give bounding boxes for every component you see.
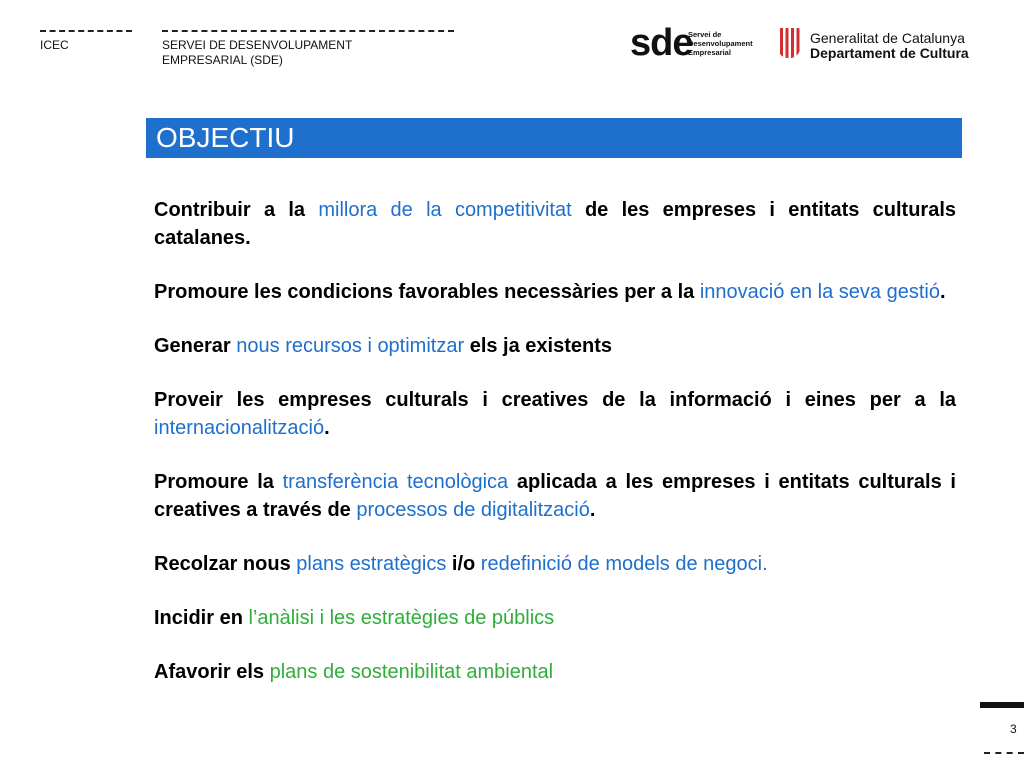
objective-item — [154, 386, 956, 442]
header-sde-label-line1: SERVEI DE DESENVOLUPAMENT — [162, 38, 353, 52]
header-sde-label — [162, 38, 352, 68]
objective-text-segment: aplicada a les empreses i entitats culturals i creatives a través de — [154, 471, 956, 521]
objective-text-segment: Recolzar nous — [154, 553, 297, 575]
objective-item — [154, 658, 956, 686]
objective-item — [154, 278, 956, 306]
objective-text-segment: internacionalització — [154, 417, 325, 439]
objective-text-segment: Proveir les empreses culturals i creatives de la informació i eines per a la — [154, 389, 956, 411]
objective-text-segment: processos de digitalització — [356, 499, 590, 521]
objective-text-segment: Promoure la — [154, 471, 283, 493]
objective-item — [154, 550, 956, 578]
footer-divider — [984, 752, 1024, 754]
senyera-icon — [778, 28, 800, 58]
sde-logo-word: sde — [630, 22, 693, 64]
sde-logo-subtitle-line2: Desenvolupament — [688, 39, 753, 48]
objective-text-segment: Generar — [154, 335, 237, 357]
header-icec-label: ICEC — [40, 38, 69, 52]
objective-text-segment: plans estratègics — [296, 553, 447, 575]
header-divider-center — [162, 30, 454, 32]
objective-text-segment: . — [324, 417, 330, 439]
objective-text-segment: innovació en la seva gestió — [699, 281, 940, 303]
objective-text-segment: nous recursos i optimitzar — [236, 335, 465, 357]
objective-text-segment: i/o — [446, 553, 481, 575]
generalitat-logo — [778, 28, 998, 62]
header-divider-left — [40, 30, 132, 32]
slide-title: OBJECTIU — [146, 118, 962, 158]
objectives-list — [154, 196, 956, 712]
objective-text-segment: l’anàlisi i les estratègies de públics — [248, 607, 555, 629]
objective-text-segment: els ja existents — [464, 335, 613, 357]
objective-text-segment: Contribuir a la — [154, 199, 319, 221]
senyera-icon-graphic — [778, 28, 800, 58]
objective-item — [154, 604, 956, 632]
page-number: 3 — [1010, 722, 1017, 736]
sde-logo-subtitle — [688, 30, 768, 57]
sde-logo-subtitle-line1: Servei de — [688, 30, 722, 39]
objective-item — [154, 468, 956, 524]
objective-text-segment: transferència tecnològica — [282, 471, 509, 493]
objective-item — [154, 332, 956, 360]
objective-item — [154, 196, 956, 252]
generalitat-logo-line1: Generalitat de Catalunya — [810, 30, 965, 46]
objective-text-segment: de les empreses i entitats culturals catalanes. — [154, 199, 957, 249]
objective-text-segment: millora de la competitivitat — [318, 199, 572, 221]
sde-logo-subtitle-line3: Empresarial — [688, 48, 731, 57]
objective-text-segment: plans de sostenibilitat ambiental — [269, 661, 554, 683]
objective-text-segment: Afavorir els — [154, 661, 270, 683]
corner-bar — [980, 702, 1024, 708]
objective-text-segment: Promoure les condicions favorables necessàries per a la — [154, 281, 700, 303]
objective-text-segment: redefinició de models de negoci. — [480, 553, 768, 575]
generalitat-logo-line2: Departament de Cultura — [810, 45, 969, 61]
objective-text-segment: . — [589, 499, 596, 521]
header-sde-label-line2: EMPRESARIAL (SDE) — [162, 53, 283, 67]
objective-text-segment: . — [939, 281, 946, 303]
objective-text-segment: Incidir en — [154, 607, 249, 629]
